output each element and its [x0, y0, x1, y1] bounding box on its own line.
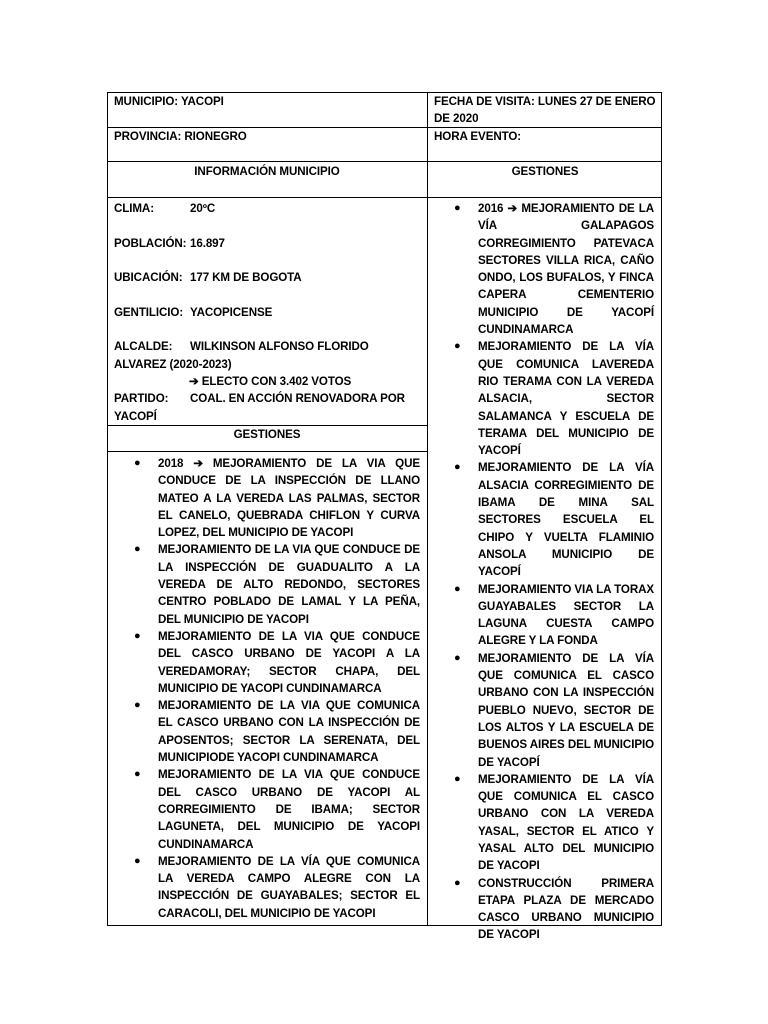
- electo-text: ELECTO CON 3.402 VOTOS: [201, 374, 352, 388]
- bullet-icon: ●: [454, 582, 461, 595]
- bullet-icon: ●: [134, 768, 141, 781]
- list-item: [134, 853, 420, 922]
- item-text: MEJORAMIENTO DE LA VIA QUE CONDUCE DE LA INSPECCIÓN DE LLANO MATEO A LA VEREDA LAS PALMAS, SECTOR EL CANELO, QUEBRADA CHIFLON Y CURVA LOPEZ, DEL MUNICIPIO DE YACOPI: [158, 457, 420, 540]
- fecha-cell: [434, 93, 656, 128]
- partido-label: PARTIDO:: [114, 392, 169, 406]
- table-column-divider: [427, 92, 428, 926]
- item-text: MEJORAMIENTO DE LA VÍA ALSACIA CORREGIMIENTO DE IBAMA DE MINA SAL SECTORES ESCUELA EL CHIPO Y VUELTA FLAMINIO ANSOLA MUNICIPIO DE YACOPÍ: [478, 461, 654, 579]
- visit-table: [107, 92, 662, 942]
- partido-line-2: [114, 408, 420, 425]
- gentilicio-label: GENTILICIO:: [114, 305, 184, 319]
- list-item: [134, 697, 420, 766]
- item-text: MEJORAMIENTO DE LA VÍA QUE COMUNICA EL CASCO URBANO CON LA INSPECCIÓN PUEBLO NUEVO, SECTOR DE LOS ALTOS Y LA ESCUELA DE BUENOS AIRES DEL MUNICIPIO DE YACOPÍ: [478, 651, 654, 769]
- table-border-left: [107, 92, 108, 926]
- bullet-icon: ●: [134, 854, 141, 867]
- bullet-icon: ●: [134, 543, 141, 556]
- item-year: 2016: [478, 202, 504, 215]
- list-item: [454, 459, 654, 580]
- provincia-cell: [114, 128, 420, 145]
- item-text: MEJORAMIENTO DE LA VÍA QUE COMUNICA LAVEREDA RIO TERAMA CON LA VEREDA ALSACIA, SECTOR SALAMANCA Y ESCUELA DE TERAMA DEL MUNICIPIO DE YACOPÍ: [478, 340, 654, 458]
- list-item: [134, 628, 420, 697]
- list-item: [454, 650, 654, 771]
- bullet-icon: ●: [454, 651, 461, 664]
- partido-line: [114, 390, 420, 407]
- partido-value-1: COAL. EN ACCIÓN RENOVADORA POR: [190, 392, 405, 406]
- gentilicio-line: [114, 304, 420, 321]
- arrow-right-icon: ➔: [189, 374, 199, 388]
- arrow-right-icon: ➔: [507, 202, 518, 215]
- list-item: [454, 581, 654, 650]
- list-item: [454, 200, 655, 338]
- gestiones-left-title: GESTIONES: [233, 428, 301, 441]
- partido-value-2: YACOPÍ: [114, 409, 157, 423]
- item-text: MEJORAMIENTO DE LA VIA QUE CONDUCE DEL CASCO URBANO DE YACOPI A LA VEREDAMORAY; SECTOR CHAPA, DEL MUNICIPIO DE YACOPI CUNDINAMARCA: [158, 629, 420, 695]
- alcalde-value-2: ALVAREZ (2020-2023): [114, 357, 232, 371]
- poblacion-value: 16.897: [190, 236, 225, 250]
- info-block: [114, 200, 420, 425]
- info-title-cell: [107, 163, 427, 180]
- clima-line: [114, 200, 420, 217]
- gestiones-title: GESTIONES: [511, 165, 579, 178]
- gestiones-title-cell: [428, 163, 662, 180]
- gentilicio-value: YACOPICENSE: [190, 305, 273, 319]
- item-text: CONSTRUCCIÓN PRIMERA ETAPA PLAZA DE MERCADO CASCO URBANO MUNICIPIO DE YACOPI: [478, 876, 654, 942]
- alcalde-line-2: [114, 356, 420, 373]
- list-item: [134, 541, 420, 627]
- bullet-icon: ●: [454, 340, 461, 353]
- bullet-icon: ●: [134, 457, 141, 469]
- list-item: [454, 338, 654, 459]
- item-text: MEJORAMIENTO DE LA VIA QUE CONDUCE DEL CASCO URBANO DE YACOPI AL CORREGIMIENTO DE IBAMA; SECTOR LAGUNETA, DEL MUNICIPIO DE YACOPI CUNDINAMARCA: [158, 768, 420, 851]
- list-item: [454, 771, 654, 875]
- gestiones-left-title-cell: [107, 426, 427, 443]
- alcalde-value-1: WILKINSON ALFONSO FLORIDO: [190, 340, 369, 354]
- item-text: MEJORAMIENTO DE LA VIA QUE CONDUCE DE LA INSPECCIÓN DE GUADUALITO A LA VEREDA DE ALTO REDONDO, SECTORES CENTRO POBLADO DE LAMAL Y LA PEÑA, DEL MUNICIPIO DE YACOPI: [158, 543, 420, 626]
- alcalde-label: ALCALDE:: [114, 340, 173, 354]
- fecha-text: FECHA DE VISITA: LUNES 27 DE ENERO DE 2020: [434, 95, 656, 126]
- bullet-icon: ●: [134, 629, 141, 642]
- list-item: [134, 766, 420, 852]
- poblacion-line: [114, 235, 420, 252]
- item-text: MEJORAMIENTO DE LA VÍA GALAPAGOS CORREGIMIENTO PATEVACA SECTORES VILLA RICA, CAÑO ONDO, LOS BUFALOS, Y FINCA CAPERA CEMENTERIO MUNICIPIO DE YACOPÍ CUNDINAMARCA: [478, 202, 655, 337]
- row-divider-3: [107, 197, 662, 198]
- gestiones-left-list: [134, 455, 420, 922]
- clima-value: 20ºC: [190, 202, 216, 215]
- gestiones-left-cell: [134, 455, 420, 923]
- row-divider-2: [107, 161, 662, 162]
- municipio-text: MUNICIPIO: YACOPI: [114, 95, 224, 108]
- ubicacion-value: 177 KM DE BOGOTA: [190, 271, 302, 285]
- hora-text: HORA EVENTO:: [434, 130, 522, 143]
- item-year: 2018: [158, 457, 184, 470]
- bullet-icon: ●: [454, 772, 461, 785]
- row-divider-left-2: [107, 451, 428, 452]
- alcalde-line: [114, 338, 420, 355]
- list-item: [454, 875, 654, 944]
- bullet-icon: ●: [134, 699, 141, 712]
- clima-label: CLIMA:: [114, 202, 154, 215]
- list-item: [134, 455, 420, 541]
- item-text: MEJORAMIENTO DE LA VÍA QUE COMUNICA EL CASCO URBANO CON LA VEREDA YASAL, SECTOR EL ATICO Y YASAL ALTO DEL MUNICIPIO DE YACOPI: [478, 772, 654, 873]
- poblacion-label: POBLACIÓN:: [114, 236, 187, 250]
- electo-line: [114, 373, 420, 390]
- arrow-right-icon: ➔: [193, 457, 203, 470]
- item-text: MEJORAMIENTO DE LA VIA QUE COMUNICA EL CASCO URBANO CON LA INSPECCIÓN DE APOSENTOS; SECTOR LA SERENATA, DEL MUNICIPIODE YACOPI CUNDINAMARCA: [158, 699, 420, 765]
- ubicacion-line: [114, 269, 420, 286]
- item-text: MEJORAMIENTO DE LA VÍA QUE COMUNICA LA VEREDA CAMPO ALEGRE CON LA INSPECCIÓN DE GUAYABALES; SECTOR EL CARACOLI, DEL MUNICIPIO DE YACOPI: [158, 854, 420, 920]
- item-text: MEJORAMIENTO VIA LA TORAX GUAYABALES SECTOR LA LAGUNA CUESTA CAMPO ALEGRE Y LA FONDA: [478, 582, 654, 648]
- municipio-cell: [114, 93, 420, 110]
- bullet-icon: ●: [454, 876, 461, 889]
- bullet-icon: ●: [454, 461, 461, 474]
- gestiones-right-list: [454, 200, 655, 944]
- table-border-right: [661, 92, 662, 926]
- bullet-icon: ●: [454, 202, 461, 214]
- info-title: INFORMACIÓN MUNICIPIO: [194, 165, 340, 178]
- provincia-text: PROVINCIA: RIONEGRO: [114, 130, 247, 143]
- gestiones-right-cell: [454, 200, 655, 942]
- hora-cell: [434, 128, 656, 145]
- ubicacion-label: UBICACIÓN:: [114, 271, 183, 285]
